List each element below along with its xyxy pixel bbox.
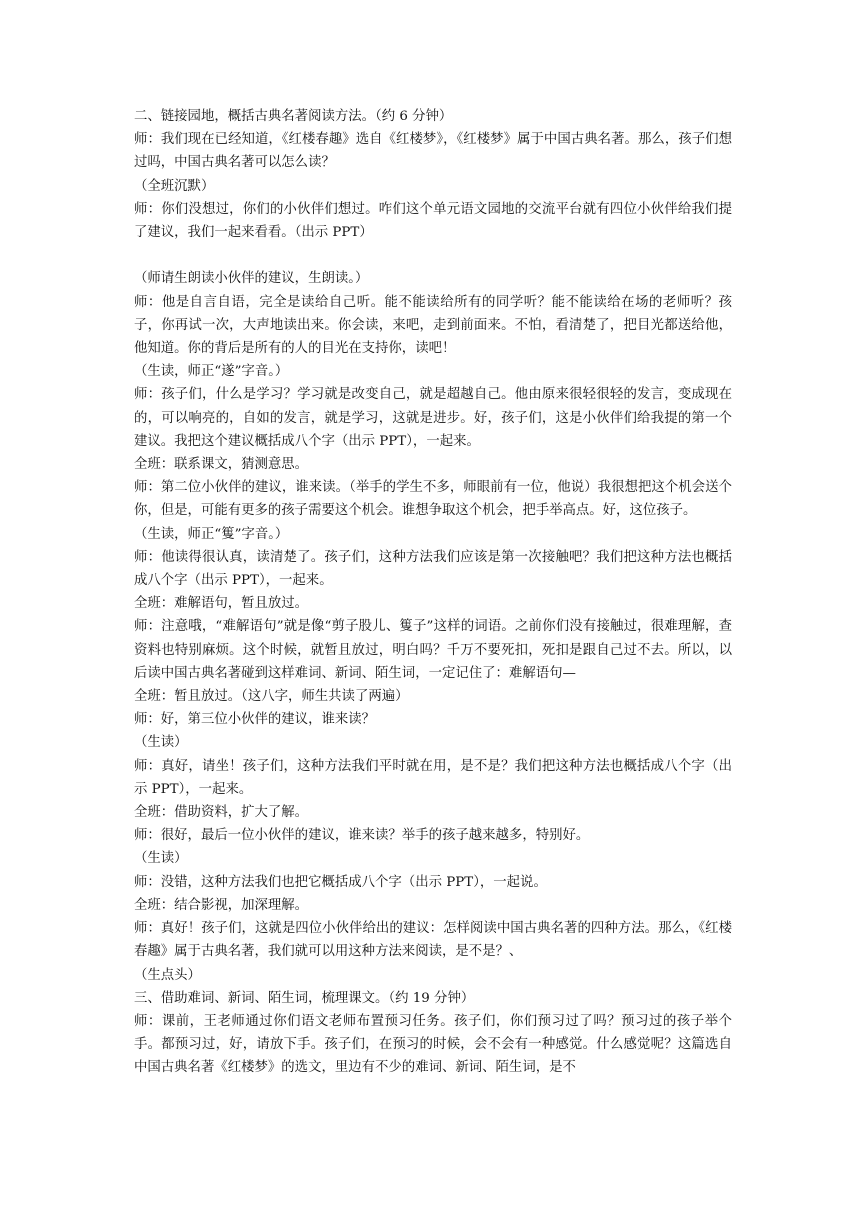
paragraph: （生读，师正“篗”字音。） (134, 526, 289, 542)
paragraph: 三、借助难词、新词、陌生词，梳理课文。（约 19 分钟） (134, 990, 475, 1006)
paragraph: 师：他是自言自语，完全是读给自己听。能不能读给所有的同学听？能不能读给在场的老师听？孩子，你再试一次，大声地读出来。你会读，来吧，走到前面来。不怕，看清楚了，把目光都送给他，他知道。你的背后是所有的人的目光在支持你，读吧！ (134, 294, 732, 357)
paragraph: 师：真好！孩子们，这就是四位小伙伴给出的建议：怎样阅读中国古典名著的四种方法。那么，《红楼春趣》属于古典名著，我们就可以用这种方法来阅读，是不是？、 (134, 921, 732, 960)
paragraph: 师：他读得很认真，读清楚了。孩子们，这种方法我们应该是第一次接触吧？我们把这种方法也概括成八个字（出示 PPT），一起来。 (134, 549, 732, 589)
paragraph: 师：我们现在已经知道，《红楼春趣》选自《红楼梦》，《红楼梦》属于中国古典名著。那么，孩子们想过吗，中国古典名著可以怎么读？ (134, 132, 732, 171)
paragraph: 师：第二位小伙伴的建议，谁来读。（举手的学生不多，师眼前有一位，他说）我很想把这个机会送个你，但是，可能有更多的孩子需要这个机会。谁想争取这个机会，把手举高点。好，这位孩子。 (134, 480, 732, 519)
paragraph: 全班：暂且放过。（这八字，师生共读了两遍） (134, 689, 409, 705)
paragraph: 全班：联系课文，猜测意思。 (134, 457, 309, 473)
paragraph: 全班：难解语句，暂且放过。 (134, 596, 309, 612)
blank-line (134, 244, 732, 267)
paragraph: （生读） (134, 851, 188, 867)
paragraph: 师：课前，王老师通过你们语文老师布置预习任务。孩子们，你们预习过了吗？预习过的孩子举个手。都预习过，好，请放下手。孩子们，在预习的时候，会不会有一种感觉。什么感觉呢？这篇选自中国古典名著《红楼梦》的选文，里边有不少的难词、新词、陌生词，是不 (134, 1013, 732, 1076)
paragraph: 师：孩子们，什么是学习？学习就是改变自己，就是超越自己。他由原来很轻很轻的发言，变成现在的，可以响亮的，自如的发言，就是学习，这就是进步。好，孩子们，这是小伙伴们给我提的第一个建议。我把这个建议概括成八个字（出示 PPT），一起来。 (134, 387, 732, 449)
paragraph: （生点头） (134, 967, 201, 983)
paragraph: 全班：借助资料，扩大了解。 (134, 805, 309, 821)
paragraph: 师：真好，请坐！孩子们，这种方法我们平时就在用，是不是？我们把这种方法也概括成八个字（出示 PPT），一起来。 (134, 758, 732, 797)
paragraph: （生读，师正“遂”字音。） (134, 364, 289, 380)
paragraph: （生读） (134, 735, 188, 751)
paragraph: 师：好，第三位小伙伴的建议，谁来读？ (134, 712, 376, 728)
paragraph: 师：你们没想过，你们的小伙伴们想过。咋们这个单元语文园地的交流平台就有四位小伙伴给我们提了建议，我们一起来看看。（出示 PPT） (134, 201, 732, 241)
paragraph: （全班沉默） (134, 178, 215, 194)
document-body (134, 105, 732, 1080)
paragraph: 师：注意哦，“难解语句”就是像“剪子股儿、篗子”这样的词语。之前你们没有接触过，很难理解，查资料也特别麻烦。这个时候，就暂且放过，明白吗？千万不要死扣，死扣是跟自己过不去。所以，以后读中国古典名著碰到这样难词、新词、陌生词，一定记住了：难解语句— (134, 619, 732, 681)
paragraph: 师：很好，最后一位小伙伴的建议，谁来读？举手的孩子越来越多，特别好。 (134, 828, 590, 844)
paragraph: 二、链接园地，概括古典名著阅读方法。（约 6 分钟） (134, 109, 453, 124)
paragraph: 全班：结合影视，加深理解。 (134, 897, 309, 913)
paragraph: 师：没错，这种方法我们也把它概括成八个字（出示 PPT），一起说。 (134, 874, 547, 890)
paragraph: （师请生朗读小伙伴的建议，生朗读。） (134, 271, 369, 287)
